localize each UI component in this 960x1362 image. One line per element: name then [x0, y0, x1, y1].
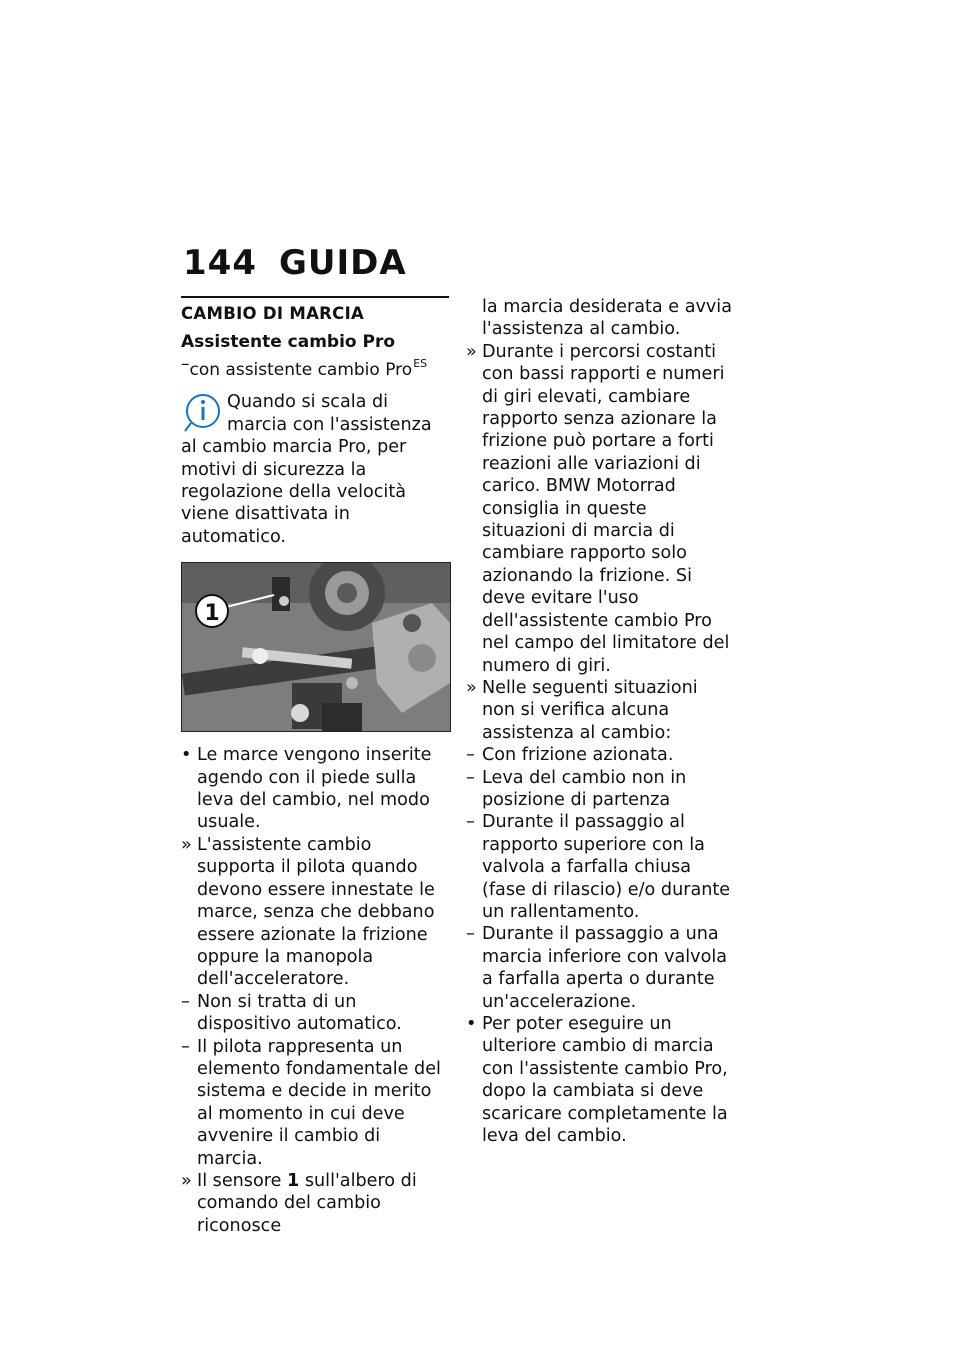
list-item: » Nelle seguenti situazioni non si verifica alcuna assistenza al cambio:: [466, 677, 698, 743]
page-number: 144: [183, 243, 257, 283]
info-note: [181, 391, 449, 548]
section-title: CAMBIO DI MARCIA: [181, 296, 449, 324]
list-item: » Il sensore 1 sull'albero di comando del cambio riconosce: [181, 1170, 417, 1236]
list-item: » L'assistente cambio supporta il pilota quando devono essere innestate le marce, senza che debbano essere azionate la frizione oppure la manopola dell'acceleratore.: [181, 834, 435, 990]
list-item: – Durante il passaggio al rapporto superiore con la valvola a farfalla chiusa (fase di rilascio) e/o durante un rallentamento.: [466, 812, 731, 922]
sensor-reference: 1: [287, 1170, 300, 1191]
list-item: • Le marce vengono inserite agendo con il piede sulla leva del cambio, nel modo usuale.: [181, 745, 432, 833]
condition-text: con assistente cambio Pro: [189, 360, 413, 380]
list-item: – Con frizione azionata.: [466, 745, 674, 766]
page-header: [183, 243, 407, 283]
section-name: GUIDA: [279, 243, 407, 283]
list-item: • Per poter eseguire un ulteriore cambio di marcia con l'assistente cambio Pro, dopo la cambiata si deve scaricare completamente la leva del cambio.: [466, 1014, 728, 1147]
dash-marker: –: [181, 354, 190, 374]
condition-line: [181, 353, 449, 381]
gear-shift-figure: [181, 562, 451, 732]
condition-sup: ES: [413, 357, 428, 370]
list-item: – Leva del cambio non in posizione di partenza: [466, 767, 687, 810]
subtitle: Assistente cambio Pro: [181, 332, 396, 352]
list-item: – Durante il passaggio a una marcia inferiore con valvola a farfalla aperta o durante un'accelerazione.: [466, 924, 728, 1012]
right-column: [466, 296, 734, 1147]
info-icon: [181, 391, 221, 435]
note-text: Quando si scala di marcia con l'assistenza al cambio marcia Pro, per motivi di sicurezza la regolazione della velocità viene disattivata in automatico.: [181, 392, 432, 547]
list-item: » Durante i percorsi costanti con bassi rapporti e numeri di giri elevati, cambiare rapporto senza azionare la frizione può portare a forti reazioni alle variazioni di carico. BMW Motorrad consiglia in queste situazioni di marcia di cambiare rapporto solo azionando la frizione. Si deve evitare l'uso dell'assistente cambio Pro nel campo del limitatore del numero di giri.: [466, 341, 730, 676]
list-item: – Non si tratta di un dispositivo automatico.: [181, 991, 402, 1035]
figure-callout: 1: [204, 601, 220, 627]
left-column: [181, 296, 449, 1237]
continuation-text: la marcia desiderata e avvia l'assistenza al cambio.: [482, 297, 732, 340]
list-item: – Il pilota rappresenta un elemento fondamentale del sistema e decide in merito al momento in cui deve avvenire il cambio di marcia.: [181, 1036, 441, 1169]
